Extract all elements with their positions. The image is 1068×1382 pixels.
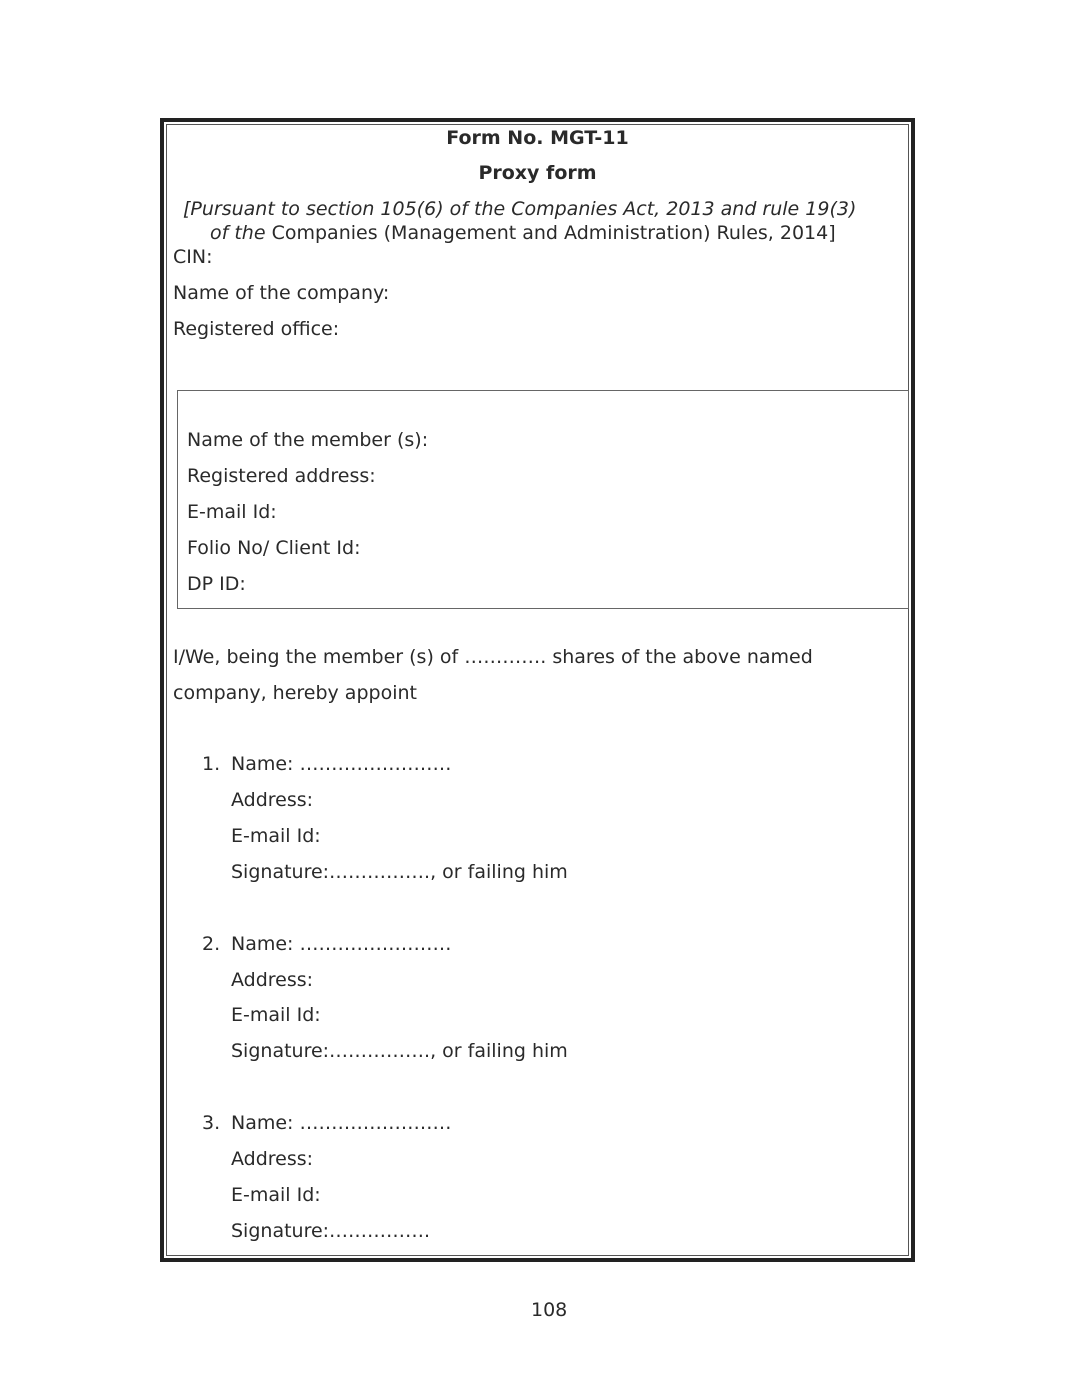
form-number: Form No. MGT-11: [446, 127, 629, 149]
pursuant-line-1: [Pursuant to section 105(6) of the Companies Act, 2013 and rule 19(3): [183, 198, 857, 220]
proxy-address: Address:: [231, 789, 314, 811]
member-name-label: Name of the member (s):: [187, 429, 429, 451]
declaration-line-1: I/We, being the member (s) of …………. shares of the above named: [173, 646, 813, 668]
cin-label: CIN:: [173, 246, 213, 268]
member-email-label: E-mail Id:: [187, 501, 277, 523]
proxy-number: 3.: [202, 1112, 221, 1134]
page-number: 108: [531, 1299, 568, 1321]
proxy-signature: Signature:……………., or failing him: [231, 1040, 568, 1062]
proxy-number: 2.: [202, 933, 221, 955]
company-name-label: Name of the company:: [173, 282, 390, 304]
proxy-number: 1.: [202, 753, 221, 775]
proxy-name: Name: ……………………: [231, 753, 452, 775]
proxy-signature: Signature:……………., or failing him: [231, 861, 568, 883]
pursuant-line-2: [210, 224, 836, 243]
proxy-email: E-mail Id:: [231, 1004, 321, 1026]
proxy-signature: Signature:…………….: [231, 1220, 431, 1242]
dp-id-label: DP ID:: [187, 573, 246, 595]
proxy-address: Address:: [231, 1148, 314, 1170]
registered-office-label: Registered office:: [173, 318, 340, 340]
member-details-box: [177, 390, 909, 609]
declaration-line-2: company, hereby appoint: [173, 682, 417, 704]
folio-label: Folio No/ Client Id:: [187, 537, 361, 559]
registered-address-label: Registered address:: [187, 465, 376, 487]
pursuant-italic: of the: [210, 222, 266, 244]
proxy-name: Name: ……………………: [231, 1112, 452, 1134]
form-title: Proxy form: [478, 162, 597, 184]
pursuant-rest: Companies (Management and Administration) Rules, 2014]: [265, 222, 836, 244]
proxy-email: E-mail Id:: [231, 1184, 321, 1206]
proxy-name: Name: ……………………: [231, 933, 452, 955]
proxy-email: E-mail Id:: [231, 825, 321, 847]
proxy-address: Address:: [231, 969, 314, 991]
